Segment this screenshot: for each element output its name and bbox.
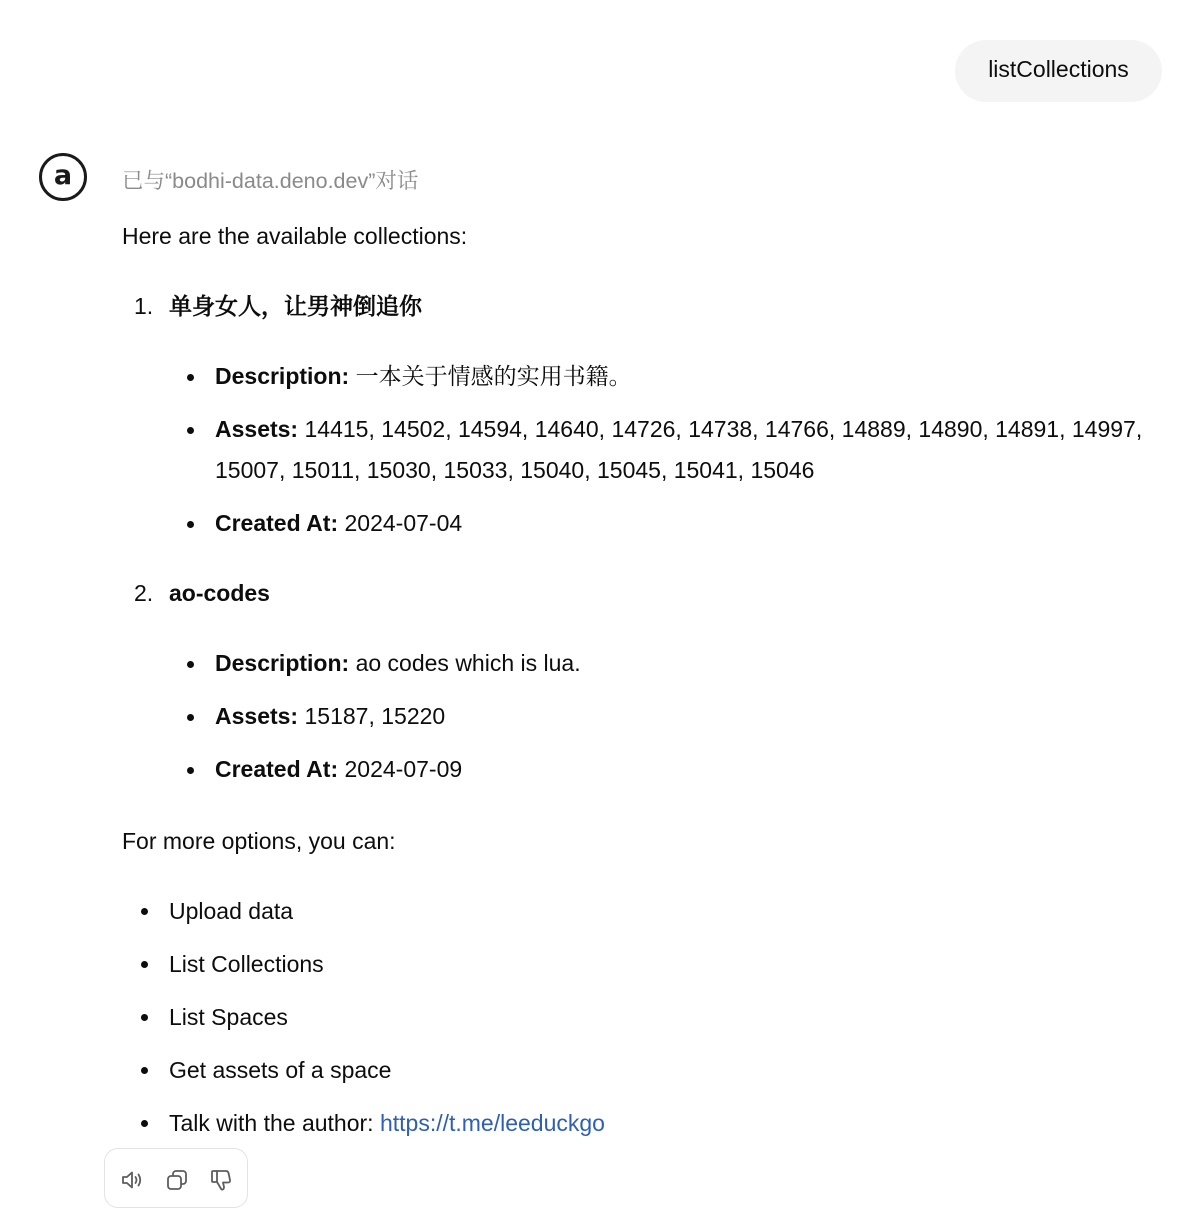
bullet-dot [187, 427, 194, 434]
options-list [122, 893, 1172, 1141]
collection-item [122, 575, 1172, 790]
collection-props [122, 643, 1172, 790]
option-item [169, 946, 1172, 982]
user-message-text: listCollections [988, 56, 1129, 82]
bullet-dot [141, 1014, 148, 1021]
prop-value: 一本关于情感的实用书籍。 [355, 363, 632, 389]
prop-label: Assets: [215, 703, 299, 729]
tool-call-status[interactable]: 已与“bodhi-data.deno.dev”对话 [122, 169, 419, 193]
copy-icon[interactable] [164, 1167, 190, 1193]
thumbs-down-icon[interactable] [208, 1167, 234, 1193]
prop-assets [215, 409, 1172, 491]
prop-description [215, 356, 1172, 397]
avatar-letter: a [53, 160, 73, 191]
user-message-bubble [955, 40, 1162, 102]
bullet-dot [187, 521, 194, 528]
prop-value: 2024-07-04 [344, 510, 463, 536]
collection-props [122, 356, 1172, 544]
prop-label: Created At: [215, 510, 339, 536]
collection-item [122, 288, 1172, 544]
prop-label: Assets: [215, 416, 299, 442]
bullet-dot [141, 1067, 148, 1074]
prop-label: Description: [215, 650, 350, 676]
prop-value: 14415, 14502, 14594, 14640, 14726, 14738, 14766, 14889, 14890, 14891, 14997, 15007, 15011, 15030, 15033, 15040, 15045, 15041, 15046 [215, 416, 1143, 483]
assistant-message [122, 218, 1172, 1141]
author-link[interactable]: https://t.me/leeduckgo [379, 1110, 605, 1136]
collection-name: 单身女人，让男神倒追你 [169, 293, 422, 319]
collections-list [122, 288, 1172, 790]
bullet-dot [187, 767, 194, 774]
bullet-dot [187, 374, 194, 381]
prop-value: 2024-07-09 [344, 756, 463, 782]
option-text: List Collections [169, 951, 324, 977]
prop-created-at [215, 749, 1172, 790]
option-item [169, 1052, 1172, 1088]
more-options-text: For more options, you can: [122, 828, 396, 854]
collection-number: 1. [134, 293, 154, 319]
option-item [169, 893, 1172, 929]
bullet-dot [187, 714, 194, 721]
bullet-dot [141, 908, 148, 915]
option-text: Talk with the author: [169, 1110, 380, 1136]
bullet-dot [141, 1120, 148, 1127]
read-aloud-icon[interactable] [119, 1167, 145, 1193]
collection-number: 2. [134, 580, 154, 606]
bullet-dot [187, 661, 194, 668]
prop-label: Description: [215, 363, 350, 389]
option-text: List Spaces [169, 1004, 288, 1030]
prop-label: Created At: [215, 756, 339, 782]
option-text: Upload data [169, 898, 294, 924]
option-item [169, 999, 1172, 1035]
collection-name: ao-codes [169, 580, 270, 606]
assistant-avatar [39, 153, 87, 201]
intro-text: Here are the available collections: [122, 223, 468, 249]
option-item [169, 1105, 1172, 1141]
prop-created-at [215, 503, 1172, 544]
option-text: Get assets of a space [169, 1057, 392, 1083]
prop-value: 15187, 15220 [304, 703, 446, 729]
prop-description [215, 643, 1172, 684]
bullet-dot [141, 961, 148, 968]
prop-value: ao codes which is lua. [355, 650, 581, 676]
message-actions-bar [104, 1148, 248, 1208]
prop-assets [215, 696, 1172, 737]
